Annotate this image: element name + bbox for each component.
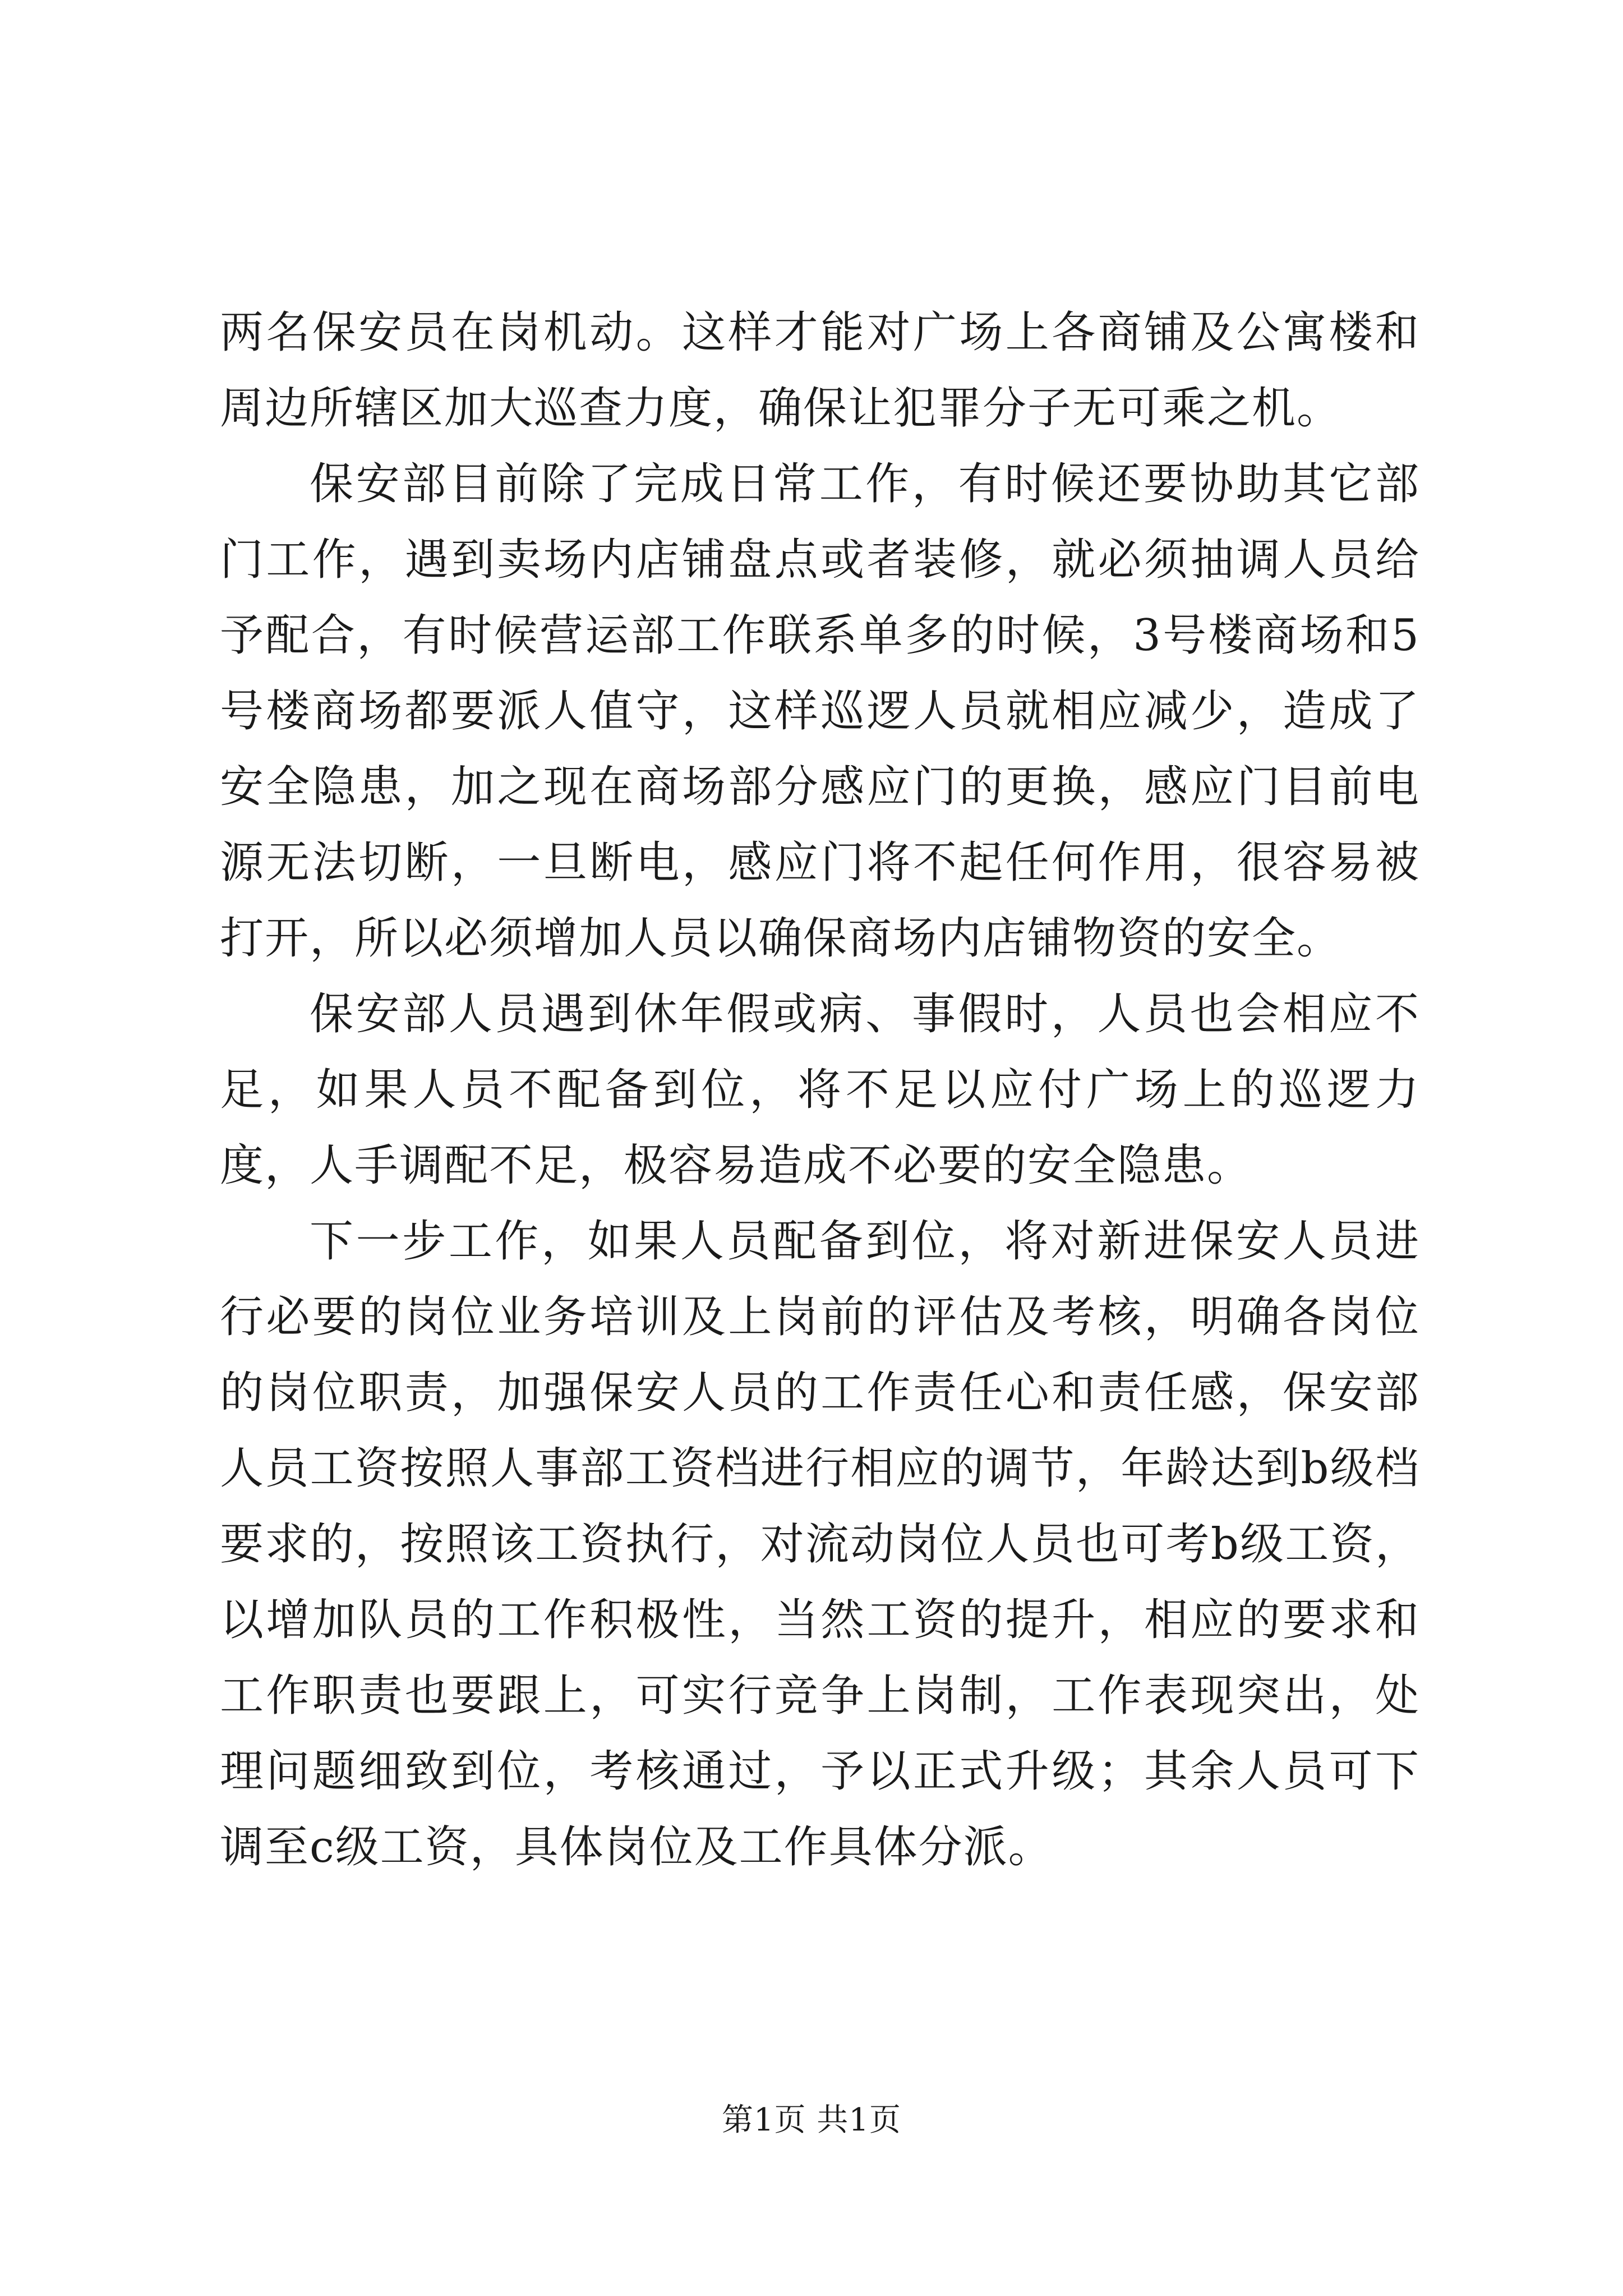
paragraph-2: 保安部目前除了完成日常工作，有时候还要协助其它部门工作，遇到卖场内店铺盘点或者装修，就必须抽调人员给予配合，有时候营运部工作联系单多的时候，3号楼商场和5号楼商场都要派人值守，这样巡逻人员就相应减少，造成了安全隐患，加之现在商场部分感应门的更换，感应门目前电源无法切断，一旦断电，感应门将不起任何作用，很容易被打开，所以必须增加人员以确保商场内店铺物资的安全。 [220,459,1420,964]
paragraph-1: 两名保安员在岗机动。这样才能对广场上各商铺及公寓楼和周边所辖区加大巡查力度，确保让犯罪分子无可乘之机。 [220,307,1420,434]
document-body [220,295,1420,1885]
page-footer: 第1页 共1页 [721,2102,902,2138]
paragraph-3: 保安部人员遇到休年假或病、事假时，人员也会相应不足，如果人员不配备到位，将不足以应付广场上的巡逻力度，人手调配不足，极容易造成不必要的安全隐患。 [220,989,1420,1191]
paragraph-4: 下一步工作，如果人员配备到位，将对新进保安人员进行必要的岗位业务培训及上岗前的评估及考核，明确各岗位的岗位职责，加强保安人员的工作责任心和责任感，保安部人员工资按照人事部工资档进行相应的调节，年龄达到b级档要求的，按照该工资执行，对流动岗位人员也可考b级工资，以增加队员的工作积极性，当然工资的提升，相应的要求和工作职责也要跟上，可实行竞争上岗制，工作表现突出，处理问题细致到位，考核通过，予以正式升级；其余人员可下调至c级工资，具体岗位及工作具体分派。 [220,1216,1420,1872]
